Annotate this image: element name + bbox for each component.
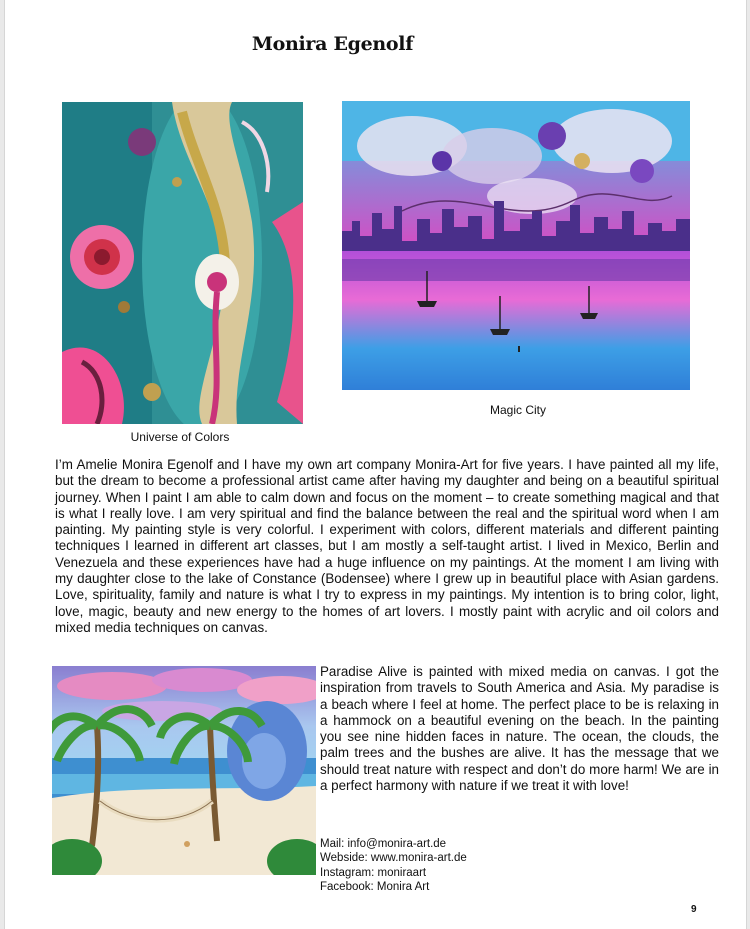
page: [4, 0, 747, 929]
page-title: Monira Egenolf: [251, 33, 414, 55]
artist-biography: I’m Amelie Monira Egenolf and I have my own art company Monira-Art for five years. I have painted all my life, but the dream to become a professional artist came after having my daughter and being on a beautiful spiritual journey. When I paint I am able to calm down and focus on the moment – to create something magical and that is what I really love. I am very spiritual and find the balance between the real and the spiritual word when I am painting. My painting style is very colorful. I experiment with colors, different materials and different painting techniques I learned in different art classes, but I am mostly a self-taught artist. I lived in Mexico, Berlin and Venezuela and these experiences have had a huge influence on my paintings. At the moment I am living with my daughter close to the lake of Constance (Bodensee) where I grew up in beautiful place with Asian gardens. Love, spirituality, family and nature is what I try to express in my paintings. My intention is to bring color, light, love, magic, beauty and new energy to the homes of art lovers. I mostly paint with acrylic and oil colors and mixed media techniques on canvas.: [55, 457, 719, 635]
contact-facebook[interactable]: Facebook: Monira Art: [320, 881, 430, 894]
contact-website[interactable]: Webside: www.monira-art.de: [320, 852, 467, 865]
painting-magic-city: [342, 101, 690, 390]
caption-magic-city: Magic City: [489, 403, 546, 417]
paradise-alive-description: Paradise Alive is painted with mixed media on canvas. I got the inspiration from travels to South America and Asia. My paradise is a beach where I feel at home. The perfect place to be is relaxing in a hammock on a beautiful evening on the beach. In the painting you see nine hidden faces in nature. The ocean, the clouds, the palm trees and the bushes are alive. It has the message that we should treat nature with respect and don’t do more harm! We are in a perfect harmony with nature if we treat it with love!: [320, 664, 719, 794]
contact-mail[interactable]: Mail: info@monira-art.de: [320, 838, 447, 850]
contact-instagram[interactable]: Instagram: moniraart: [320, 866, 427, 879]
painting-universe-of-colors: [62, 102, 303, 424]
caption-universe-of-colors: Universe of Colors: [130, 430, 230, 444]
painting-paradise-alive: [52, 666, 316, 875]
contact-info: [320, 837, 467, 895]
page-number: 9: [691, 904, 697, 915]
